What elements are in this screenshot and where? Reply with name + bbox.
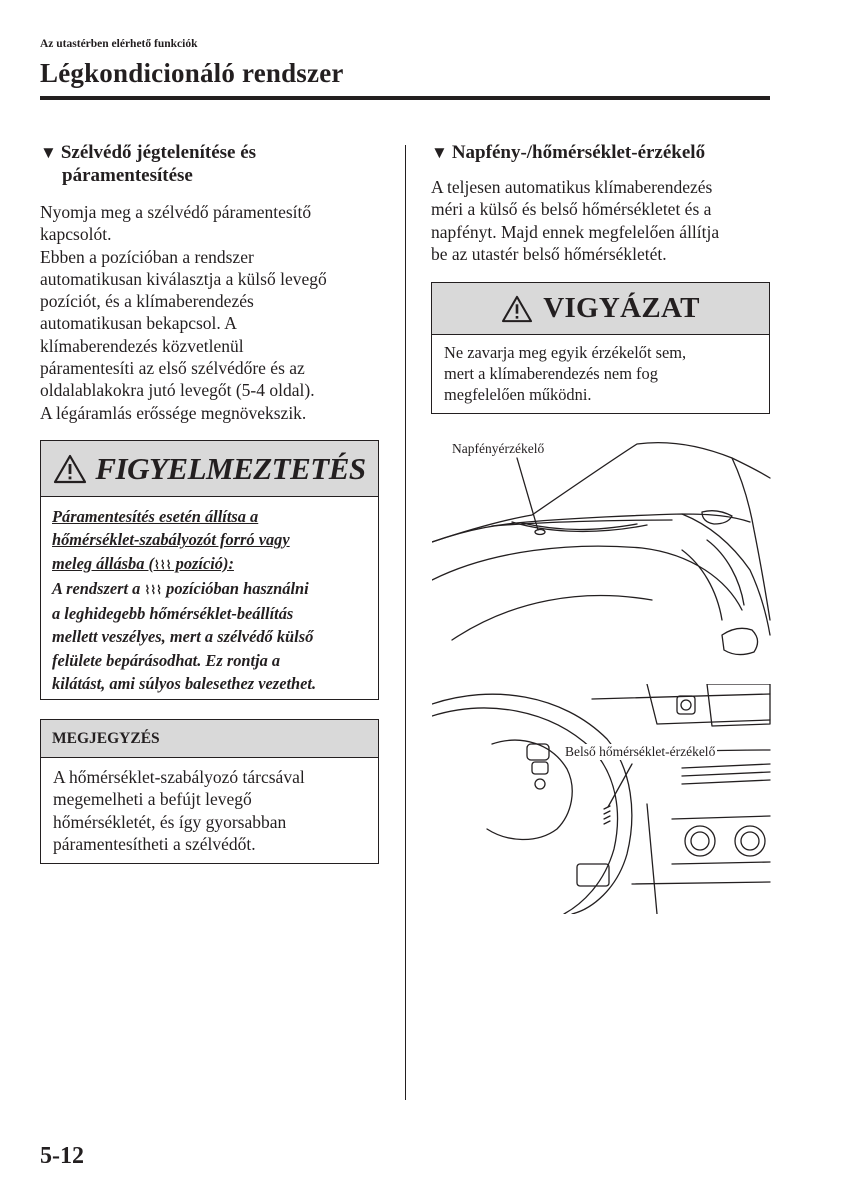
warning-line: Páramentesítés esetén állítsa a xyxy=(52,507,259,526)
heading-line: Szélvédő jégtelenítése és xyxy=(60,142,257,163)
warning-line: A rendszert a ⌇⌇⌇ pozícióban használni xyxy=(52,578,309,598)
caution-box xyxy=(431,282,770,414)
body-line: páramentesíti az első szélvédőre és az xyxy=(40,358,305,379)
warning-triangle-icon xyxy=(501,295,533,323)
interior-temperature-sensor-illustration xyxy=(432,684,772,914)
title-rule xyxy=(40,96,770,100)
body-line: kapcsolót. xyxy=(40,224,112,245)
windshield-defroster-icon: ⌇⌇⌇ xyxy=(144,582,163,597)
body-line: A légáramlás erőssége megnövekszik. xyxy=(40,402,307,423)
caution-body xyxy=(432,335,769,405)
warning-line: kilátást, ami súlyos balesethez vezethet. xyxy=(52,674,317,694)
body-line: automatikusan bekapcsol. A xyxy=(40,313,237,334)
note-line: megemelheti a befújt levegő xyxy=(53,789,252,810)
heading-line: páramentesítése xyxy=(62,165,193,186)
triangle-bullet-icon: ▼ xyxy=(431,143,448,162)
caution-title: VIGYÁZAT xyxy=(543,292,700,324)
interior-sensor-label: Belső hőmérséklet-érzékelő xyxy=(565,744,716,759)
defrost-body xyxy=(40,201,390,424)
dashboard-sunlight-sensor-illustration xyxy=(432,430,772,660)
page-title: Légkondicionáló rendszer xyxy=(40,58,344,88)
warning-header xyxy=(41,441,378,497)
note-line: A hőmérséklet-szabályozó tárcsával xyxy=(53,767,305,787)
sensor-body xyxy=(431,176,776,265)
section-heading-defrost xyxy=(40,141,390,187)
triangle-bullet-icon: ▼ xyxy=(40,143,57,162)
sunlight-sensor-label: Napfényérzékelő xyxy=(452,441,545,456)
caution-line: megfelelően működni. xyxy=(444,385,592,404)
body-line: Nyomja meg a szélvédő páramentesítő xyxy=(40,202,312,222)
warning-line: hőmérséklet-szabályozót forró vagy xyxy=(52,530,290,550)
warning-line: meleg állásba (⌇⌇⌇ pozíció): xyxy=(52,553,234,573)
warning-box xyxy=(40,440,379,700)
note-title: MEGJEGYZÉS xyxy=(41,720,378,758)
body-line: napfényt. Majd ennek megfelelően állítja xyxy=(431,221,720,242)
body-line: oldalablakokra jutó levegőt (5-4 oldal). xyxy=(40,380,315,401)
warning-triangle-icon xyxy=(53,454,87,484)
body-line: klímaberendezés közvetlenül xyxy=(40,335,244,356)
body-line: be az utastér belső hőmérsékletét. xyxy=(431,243,667,264)
warning-title: FIGYELMEZTETÉS xyxy=(95,450,366,486)
warning-line: a leghidegebb hőmérséklet-beállítás xyxy=(52,604,294,624)
warning-line: mellett veszélyes, mert a szélvédő külső xyxy=(52,627,314,647)
note-line: hőmérsékletét, és így gyorsabban xyxy=(53,811,287,832)
caution-header xyxy=(432,283,769,335)
column-divider xyxy=(405,145,406,1100)
body-line: A teljesen automatikus klímaberendezés xyxy=(431,177,713,197)
warning-line: felülete bepárásodhat. Ez rontja a xyxy=(52,650,281,670)
note-line: páramentesítheti a szélvédőt. xyxy=(53,833,256,854)
body-line: méri a külső és belső hőmérsékletet és a xyxy=(431,199,712,220)
note-body xyxy=(41,758,378,855)
page-number: 5-12 xyxy=(40,1143,84,1169)
running-head: Az utastérben elérhető funkciók xyxy=(40,38,198,50)
caution-line: Ne zavarja meg egyik érzékelőt sem, xyxy=(444,343,687,362)
warning-body xyxy=(41,497,378,695)
body-line: automatikusan kiválasztja a külső levegő xyxy=(40,268,327,289)
section-heading-sensor: ▼ Napfény-/hőmérséklet-érzékelő xyxy=(431,142,706,163)
caution-line: mert a klímaberendezés nem fog xyxy=(444,364,658,383)
windshield-defroster-icon: ⌇⌇⌇ xyxy=(153,557,172,572)
body-line: Ebben a pozícióban a rendszer xyxy=(40,246,254,267)
body-line: pozíciót, és a klímaberendezés xyxy=(40,291,254,312)
note-box xyxy=(40,719,379,864)
